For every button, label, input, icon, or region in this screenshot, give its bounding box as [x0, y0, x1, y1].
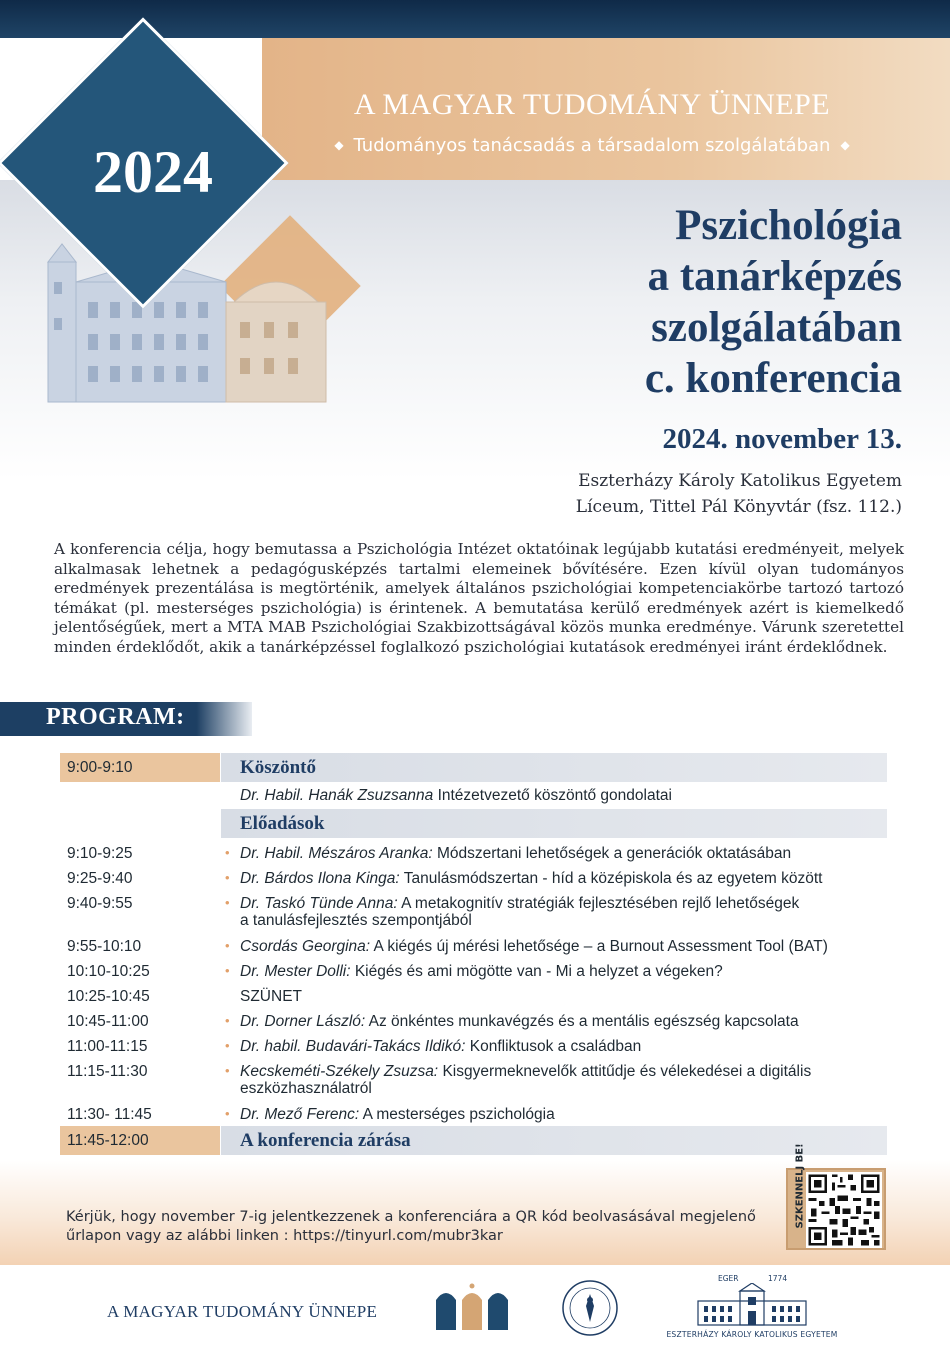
speaker-name: Dr. Dorner László: — [240, 1013, 366, 1030]
academy-seal-icon — [560, 1278, 620, 1338]
session-text — [240, 1038, 885, 1056]
bullet-icon: • — [225, 1063, 230, 1078]
university-name: ESZTERHÁZY KÁROLY KATOLIKUS EGYETEM — [666, 1330, 838, 1339]
footer-title: A MAGYAR TUDOMÁNY ÜNNEPE — [107, 1302, 378, 1321]
schedule-row-break — [60, 988, 887, 1013]
registration-line: Kérjük, hogy november 7-ig jelentkezzenek a konferenciára a QR kód beolvasásával megjelenő — [66, 1209, 756, 1225]
venue-line: Eszterházy Károly Katolikus Egyetem — [578, 471, 902, 491]
schedule-row — [60, 938, 887, 963]
speaker-name: Csordás Georgina: — [240, 938, 371, 955]
break-label: SZÜNET — [240, 988, 302, 1005]
speaker-name: Dr. Taskó Tünde Anna: — [240, 895, 398, 912]
session-text — [240, 845, 885, 863]
session-time: 9:25-9:40 — [67, 870, 133, 887]
bullet-icon: • — [225, 870, 230, 885]
speaker-name: Dr. Habil. Hanák Zsuzsanna — [240, 787, 434, 804]
bullet-icon: • — [225, 1013, 230, 1028]
speaker-name: Dr. habil. Budavári-Takács Ildikó: — [240, 1038, 466, 1055]
session-time: 10:45-11:00 — [67, 1013, 149, 1030]
qr-code-icon[interactable] — [806, 1172, 882, 1248]
registration-note — [66, 1208, 766, 1246]
session-topic: Módszertani lehetőségek a generációk oktatásában — [436, 845, 792, 862]
session-topic-cont: eszközhasználatról — [240, 1080, 372, 1097]
speaker-name: Dr. Bárdos Ilona Kinga: — [240, 870, 400, 887]
schedule-lectures-header — [60, 809, 887, 838]
conference-title — [342, 200, 902, 404]
session-text — [240, 1063, 885, 1097]
session-time: 11:00-11:15 — [67, 1038, 148, 1055]
university-city: EGER — [718, 1274, 739, 1283]
bullet-icon: • — [225, 845, 230, 860]
session-time: 9:00-9:10 — [67, 759, 133, 776]
session-time: 11:45-12:00 — [67, 1132, 149, 1149]
session-text — [240, 1013, 885, 1031]
schedule-row — [60, 895, 887, 938]
university-founded: 1774 — [768, 1274, 788, 1283]
session-topic: Kiégés és ami mögötte van - Mi a helyzet a végeken? — [354, 963, 723, 980]
bullet-icon: • — [225, 963, 230, 978]
diamond-bullet-icon: ◆ — [334, 138, 344, 152]
session-time: 10:25-10:45 — [67, 988, 150, 1005]
festival-title: A MAGYAR TUDOMÁNY ÜNNEPE — [353, 88, 831, 121]
session-topic: Tanulásmódszertan - híd a középiskola és az egyetem között — [403, 870, 823, 887]
schedule-row — [60, 1013, 887, 1038]
schedule-row — [60, 963, 887, 988]
conference-title-line: a tanárképzés — [647, 253, 902, 300]
schedule-closing — [60, 1126, 887, 1155]
venue — [576, 468, 902, 520]
session-time: 9:55-10:10 — [67, 938, 142, 955]
session-topic: A kiégés új mérési lehetősége – a Burnout Assessment Tool (BAT) — [373, 938, 828, 955]
session-text — [240, 938, 885, 956]
bullet-icon: • — [225, 1038, 230, 1053]
speaker-name: Dr. Mester Dolli: — [240, 963, 351, 980]
session-time: 11:15-11:30 — [67, 1063, 148, 1080]
speaker-name: Kecskeméti-Székely Zsuzsa: — [240, 1063, 439, 1080]
conference-title-line: c. konferencia — [644, 355, 902, 402]
schedule-opening — [60, 753, 887, 782]
intro-paragraph: A konferencia célja, hogy bemutassa a Pszichológia Intézet oktatóinak legújabb kutatási eredményeit, melyek alkalmasak lehetnek a pedagógusképzés tartalmi elemeinek bővítésére. Ezen kívül olyan tudományos eredmények prezentálása is megtörténik, amelyek általános pszichológiai kompetenciakörbe tartozó tartozó témákat (pl. mesterséges pszichológia) is érintenek. A bemutatása kerülő eredmények azért is kiemelkedő jelentőségűek, mert a MTA MAB Pszichológiai Szakbizottságával közös munka eredménye. Várunk szeretettel minden érdeklődőt, akik a tanárképzéssel foglalkozó pszichológiai kutatások eredményei iránt érdeklődnek. — [54, 540, 904, 656]
session-time: 11:30- 11:45 — [67, 1106, 152, 1123]
schedule — [60, 753, 887, 1179]
festival-subtitle — [262, 135, 922, 156]
session-topic: A metakognitív stratégiák fejlesztésében rejlő lehetőségek — [401, 895, 800, 912]
speaker-name: Dr. Mező Ferenc: — [240, 1106, 360, 1123]
venue-line: Líceum, Tittel Pál Könyvtár (fsz. 112.) — [575, 497, 902, 517]
session-topic: Konfliktusok a családban — [469, 1038, 642, 1055]
qr-label — [795, 1199, 806, 1229]
university-building-icon — [694, 1283, 810, 1327]
session-text — [240, 1106, 885, 1124]
session-time: 9:10-9:25 — [67, 845, 133, 862]
diamond-bullet-icon: ◆ — [840, 138, 850, 152]
conference-title-line: Pszichológia — [675, 202, 902, 249]
schedule-row — [60, 870, 887, 895]
session-topic: A mesterséges pszichológia — [362, 1106, 555, 1123]
schedule-row — [60, 1038, 887, 1063]
session-time: 9:40-9:55 — [67, 895, 133, 912]
speaker-name: Dr. Habil. Mészáros Aranka: — [240, 845, 433, 862]
registration-line[interactable]: űrlapon vagy az alábbi linken : https://tinyurl.com/mubr3kar — [66, 1228, 503, 1244]
session-text — [240, 870, 885, 888]
mtu-arches-logo-icon — [432, 1282, 512, 1332]
bullet-icon: • — [225, 895, 230, 910]
session-topic: Kisgyermeknevelők attitűdje és vélekedései a digitális — [442, 1063, 812, 1080]
festival-subtitle-text: Tudományos tanácsadás a társadalom szolgálatában — [353, 135, 831, 156]
bullet-icon: • — [225, 1106, 230, 1121]
bullet-icon: • — [225, 938, 230, 953]
conference-date: 2024. november 13. — [662, 423, 902, 455]
session-topic: Az önkéntes munkavégzés és a mentális egészség kapcsolata — [368, 1013, 799, 1030]
session-topic: Intézetvezető köszöntő gondolatai — [437, 787, 672, 804]
session-text — [240, 963, 885, 981]
schedule-row — [60, 845, 887, 870]
conference-title-line: szolgálatában — [651, 304, 902, 351]
section-title: A konferencia zárása — [240, 1130, 411, 1151]
session-topic-cont: a tanulásfejlesztés szempontjából — [240, 912, 472, 929]
section-title: Előadások — [240, 813, 325, 834]
session-time: 10:10-10:25 — [67, 963, 150, 980]
university-logo — [660, 1274, 844, 1344]
section-title: Köszöntő — [240, 757, 316, 778]
schedule-row — [60, 1063, 887, 1106]
session-text — [240, 787, 885, 805]
program-label: PROGRAM: — [46, 704, 185, 730]
festival-year: 2024 — [93, 139, 213, 205]
session-text — [240, 895, 885, 929]
